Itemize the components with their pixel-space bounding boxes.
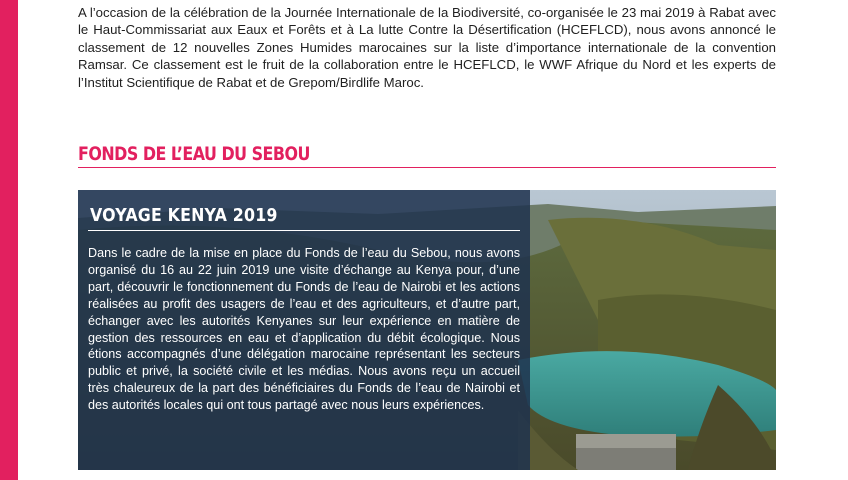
section-title: FONDS DE L’EAU DU SEBOU <box>78 144 310 165</box>
intro-paragraph: A l’occasion de la célébration de la Journée Internationale de la Biodiversité, co-organisée le 23 mai 2019 à Rabat avec le Haut-Commissariat aux Eaux et Forêts et à La lutte Contre la Désertification (HCEFLCD), nous avons annoncé le classement de 12 nouvelles Zones Humides marocaines sur la liste d’importance internationale de la convention Ramsar. Ce classement est le fruit de la collaboration entre le HCEFLCD, le WWF Afrique du Nord et les experts de l’Institut Scientifique de Rabat et de Grepom/Birdlife Maroc. <box>78 5 776 90</box>
card-body: Dans le cadre de la mise en place du Fonds de l’eau du Sebou, nous avons organisé du 16 au 22 juin 2019 une visite d’échange au Kenya pour, d’une part, découvrir le fonctionnement du Fonds de l’eau de Nairobi et les actions réalisées au profit des usagers de l’eau et des agriculteurs, et d’autre part, échanger avec les autorités Kenyanes sur leur expérience en matière de gestion des ressources en eau et d’application du débit écologique. Nous étions accompagnés d’une délégation marocaine représentant les secteurs public et privé, la société civile et les médias. Nous avons reçu un accueil très chaleureux de la part des bénéficiaires du Fonds de l’eau de Nairobi et des autorités locales qui ont tous partagé avec nous leurs expériences. <box>88 246 520 413</box>
card-divider <box>88 230 520 231</box>
section-divider <box>78 167 776 168</box>
card-title: VOYAGE KENYA 2019 <box>90 205 278 226</box>
kenya-trip-card <box>78 190 530 470</box>
accent-sidebar <box>0 0 18 480</box>
